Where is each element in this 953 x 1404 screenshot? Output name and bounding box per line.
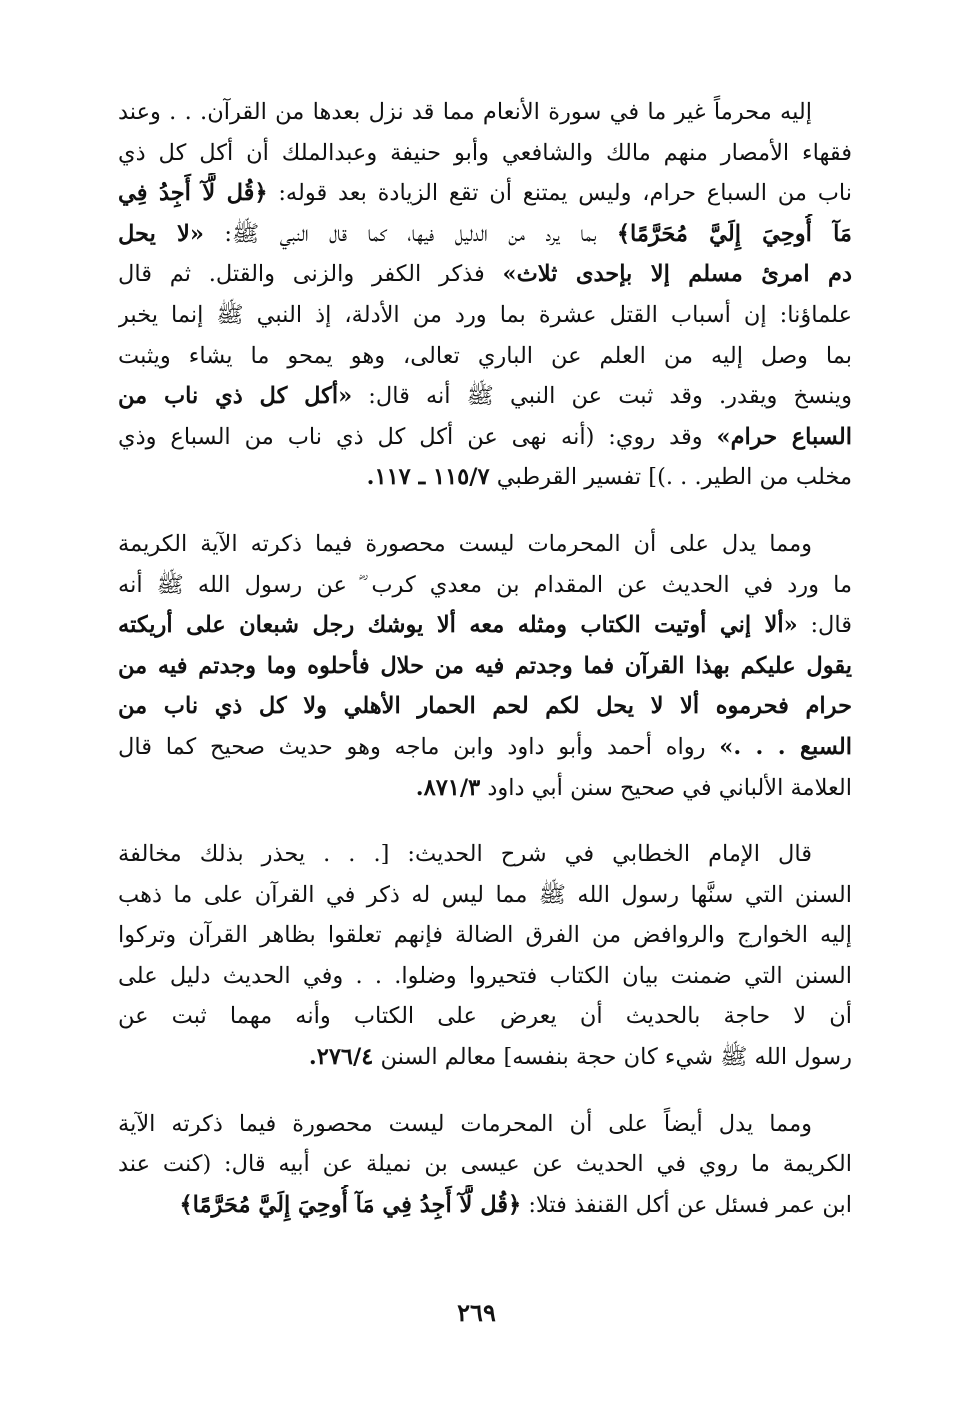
text-segment: فقهاء الأمصار منهم مالك والشافعي وأبو حنيفة وعبدالملك أن أكل كل ذي — [118, 139, 852, 166]
text-line — [118, 875, 852, 916]
text-line — [118, 457, 852, 498]
text-segment: ابن عمر فسئل عن أكل القنفذ فتلا: — [521, 1191, 852, 1218]
text-segment: رسول الله ﷺ شيء كان حجة بنفسه] معالم السنن — [373, 1044, 852, 1071]
text-segment: إليه الخوارج والروافض من الفرق الضالة فإنهم تعلقوا بظاهر القرآن وتركوا — [118, 922, 852, 949]
paragraph — [118, 92, 852, 498]
page-body — [118, 92, 852, 1225]
text-segment: مخلب من الطير. . .)] تفسير القرطبي — [489, 464, 852, 491]
text-segment: وقد روي: (أنه نهى عن أكل كل ذي ناب من السباع وذي — [118, 423, 717, 450]
text-line — [118, 133, 852, 174]
text-line — [118, 1185, 852, 1226]
text-line — [118, 996, 852, 1037]
text-segment: فذكر الكفر والزنى والقتل. ثم قال — [118, 261, 503, 288]
text-line — [118, 524, 852, 565]
text-line — [118, 92, 852, 133]
bold-text-segment: دم امرئ مسلم إلا بإحدى ثلاث» — [502, 261, 852, 288]
paragraph — [118, 1104, 852, 1226]
text-line — [118, 686, 852, 727]
text-segment: ومما يدل أيضاً على أن المحرمات ليست محصورة فيما ذكرته الآية — [118, 1110, 812, 1137]
bold-text-segment: ٢٧٦/٤. — [308, 1044, 374, 1071]
text-segment: الكريمة ما روي في الحديث عن عيسى بن نميلة عن أبيه قال: (كنت عند — [118, 1151, 852, 1178]
bold-text-segment: «ألا إني أوتيت الكتاب ومثله معه ألا يوشك رجل شبعان على أريكته — [118, 612, 798, 639]
text-line — [118, 565, 852, 606]
text-line — [118, 1144, 852, 1185]
text-line — [118, 727, 852, 768]
text-segment: إليه محرماً غير ما في سورة الأنعام مما قد نزل بعدها من القرآن. . . وعند — [118, 99, 812, 125]
text-line — [118, 646, 852, 687]
bold-text-segment: ٨٧١/٣. — [415, 774, 481, 801]
text-segment: السنن التي ضمنت بيان الكتاب فتحيروا وضلوا. . . وفي الحديث دليل على — [118, 962, 852, 989]
bold-text-segment: يقول عليكم بهذا القرآن فما وجدتم فيه من حلال فأحلوه وما وجدتم فيه من — [118, 652, 852, 679]
paragraph — [118, 524, 852, 808]
text-segment: بما يرد من الدليل فيها، كما قال النبي ﷺ: — [203, 220, 617, 247]
text-line — [118, 1037, 852, 1078]
text-segment: قال الإمام الخطابي في شرح الحديث: [. . . يحذر بذلك مخالفة — [118, 841, 812, 868]
text-line — [118, 336, 852, 377]
text-line — [118, 254, 852, 295]
text-line — [118, 295, 852, 336]
text-segment: وينسخ ويقدر. وقد ثبت عن النبي ﷺ أنه قال: — [352, 383, 852, 410]
text-line — [118, 605, 852, 646]
text-line — [118, 1104, 852, 1145]
paragraph — [118, 834, 852, 1078]
text-line — [118, 915, 852, 956]
text-segment: رواه أحمد وأبو داود وابن ماجه وهو حديث صحيح كما قال — [118, 733, 720, 760]
text-segment: السنن التي سنَّها رسول الله ﷺ مما ليس له ذكر في القرآن على ما ذهب — [118, 881, 852, 908]
text-line — [118, 376, 852, 417]
text-segment: قال: — [797, 612, 852, 639]
text-segment: ومما يدل على أن المحرمات ليست محصورة فيما ذكرته الآية الكريمة — [118, 530, 812, 557]
bold-text-segment: السبع . . .» — [719, 733, 852, 760]
text-segment: ما ورد في الحديث عن المقدام بن معدي كرب ؓ عن رسول الله ﷺ أنه — [118, 571, 852, 598]
bold-text-segment: «أكل كل ذي ناب من — [118, 383, 353, 410]
text-line — [118, 214, 852, 255]
text-segment: العلامة الألباني في صحيح سنن أبي داود — [480, 774, 852, 801]
bold-text-segment: ﴿قُل لَّآ أَجِدُ فِي — [118, 180, 268, 207]
text-segment: أن لا حاجة بالحديث أن يعرض على الكتاب وأنه مهما ثبت عن — [118, 1003, 852, 1030]
bold-text-segment: «لا يحل — [118, 220, 204, 247]
bold-text-segment: مَآ أُوحِيَ إِلَيَّ مُحَرَّمًا﴾ — [616, 220, 852, 247]
text-line — [118, 768, 852, 809]
text-segment: علماؤنا: إن أسباب القتل عشرة بما ورد من الأدلة، إذ النبي ﷺ إنما يخبر — [118, 301, 852, 328]
bold-text-segment: ١١٥/٧ ـ ١١٧. — [366, 464, 490, 491]
text-line — [118, 173, 852, 214]
bold-text-segment: ﴿قُل لَّآ أَجِدُ فِي مَآ أُوحِيَ إِلَيَّ مُحَرَّمًا﴾ — [179, 1191, 522, 1218]
text-segment: ناب من السباع حرام، وليس يمتنع أن تقع الزيادة بعد قوله: — [267, 180, 852, 207]
page-number: ٢٦٩ — [457, 1298, 496, 1327]
text-line — [118, 956, 852, 997]
bold-text-segment: حرام فحرموه ألا لا يحل لكم لحم الحمار الأهلي ولا كل ذي ناب من — [118, 693, 852, 720]
text-line — [118, 417, 852, 458]
text-line — [118, 834, 852, 875]
bold-text-segment: السباع حرام» — [716, 423, 852, 450]
text-segment: بما وصل إليه من العلم عن الباري تعالى، وهو يمحو ما يشاء ويثبت — [118, 342, 852, 369]
